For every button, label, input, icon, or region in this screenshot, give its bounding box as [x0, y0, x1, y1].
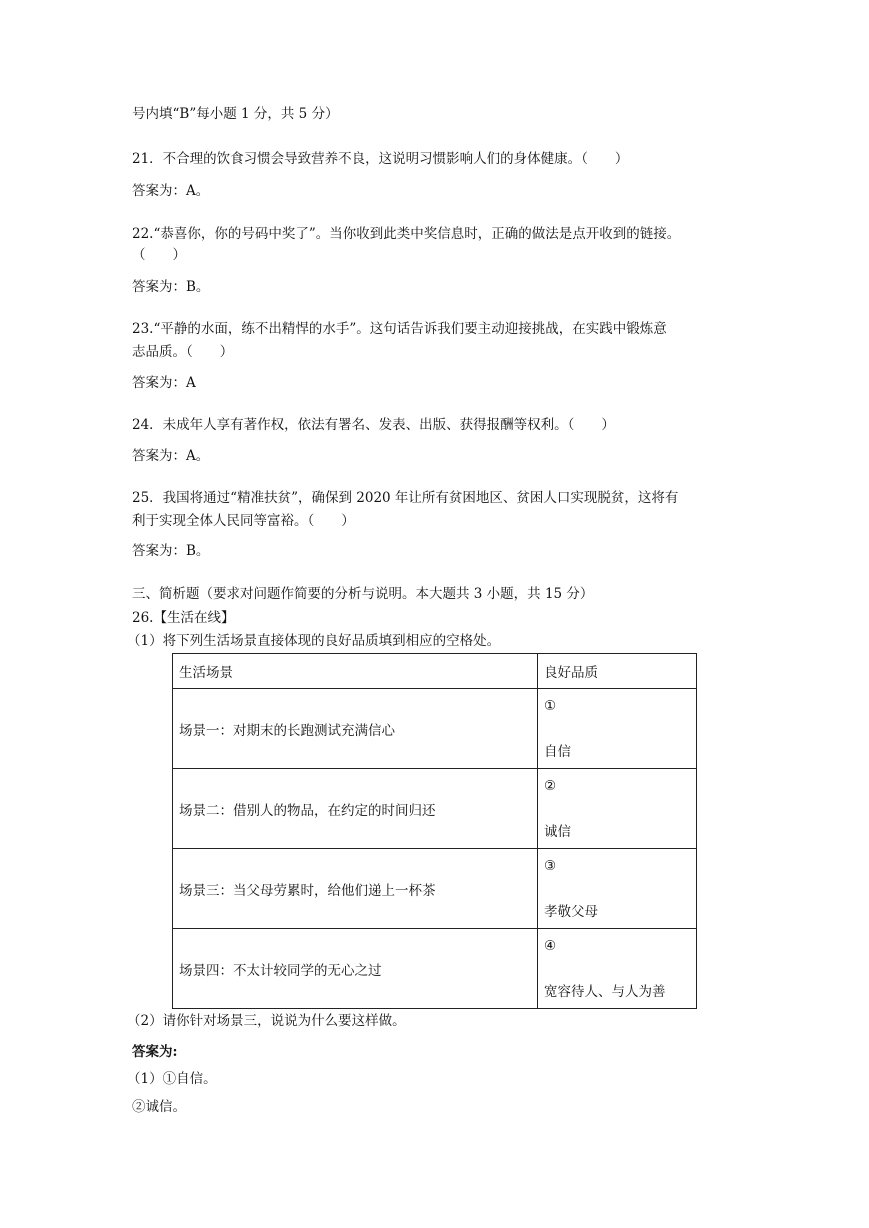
question-23-line2: 志品质。（ ） — [132, 344, 234, 360]
quality-cell — [538, 769, 697, 849]
answer-21: 答案为：A。 — [132, 183, 210, 199]
scene-cell: 场景四：不太计较同学的无心之过 — [173, 929, 538, 1009]
table-row — [173, 849, 697, 929]
quality-answer: 孝敬父母 — [544, 903, 598, 920]
question-24: 24．未成年人享有著作权，依法有署名、发表、出版、获得报酬等权利。（ ） — [132, 417, 615, 433]
quality-answer: 诚信 — [544, 823, 571, 840]
section-3-heading: 三、简析题（要求对问题作简要的分析与说明。本大题共 3 小题，共 15 分） — [132, 586, 594, 602]
scene-cell: 场景一：对期末的长跑测试充满信心 — [173, 689, 538, 769]
header-quality: 良好品质 — [538, 654, 697, 689]
quality-number: ② — [544, 777, 557, 794]
answer-label: 答案为: — [132, 1044, 178, 1060]
quality-number: ③ — [544, 857, 557, 874]
scene-cell: 场景二：借别人的物品，在约定的时间归还 — [173, 769, 538, 849]
answer-22: 答案为：B。 — [132, 279, 210, 295]
header-scene: 生活场景 — [173, 654, 538, 689]
answer-24: 答案为：A。 — [132, 448, 210, 464]
quality-cell — [538, 929, 697, 1009]
question-25-line1: 25．我国将通过“精准扶贫”，确保到 2020 年让所有贫困地区、贫困人口实现脱贫，这将有 — [132, 490, 679, 506]
table-header-row — [173, 654, 697, 689]
table-row — [173, 769, 697, 849]
quality-number: ① — [544, 697, 557, 714]
question-23-line1: 23.“平静的水面，练不出精悍的水手”。这句话告诉我们要主动迎接挑战，在实践中锻炼意 — [132, 321, 667, 337]
scene-quality-table — [172, 653, 697, 1009]
question-25-line2: 利于实现全体人民同等富裕。（ ） — [132, 513, 355, 529]
question-26-title: 26.【生活在线】 — [132, 610, 235, 626]
quality-cell — [538, 849, 697, 929]
section-intro-text: 号内填“B”每小题 1 分，共 5 分） — [132, 106, 339, 122]
table-row — [173, 929, 697, 1009]
answer-23: 答案为：A — [132, 375, 196, 391]
answer-part1: （1）①自信。 — [127, 1071, 217, 1087]
quality-number: ④ — [544, 937, 557, 954]
answer-25: 答案为：B。 — [132, 543, 210, 559]
question-26-part2: （2）请你针对场景三，说说为什么要这样做。 — [127, 1013, 406, 1029]
scene-cell: 场景三：当父母劳累时，给他们递上一杯茶 — [173, 849, 538, 929]
quality-cell — [538, 689, 697, 769]
quality-answer: 宽容待人、与人为善 — [544, 983, 666, 1000]
question-22-line1: 22.“恭喜你，你的号码中奖了”。当你收到此类中奖信息时，正确的做法是点开收到的链接。 — [132, 226, 681, 242]
quality-answer: 自信 — [544, 743, 571, 760]
question-21: 21．不合理的饮食习惯会导致营养不良，这说明习惯影响人们的身体健康。（ ） — [132, 151, 629, 167]
table-row — [173, 689, 697, 769]
question-22-line2: （ ） — [132, 247, 186, 263]
answer-part2: ②诚信。 — [132, 1099, 186, 1115]
question-26-part1: （1）将下列生活场景直接体现的良好品质填到相应的空格处。 — [127, 633, 501, 649]
